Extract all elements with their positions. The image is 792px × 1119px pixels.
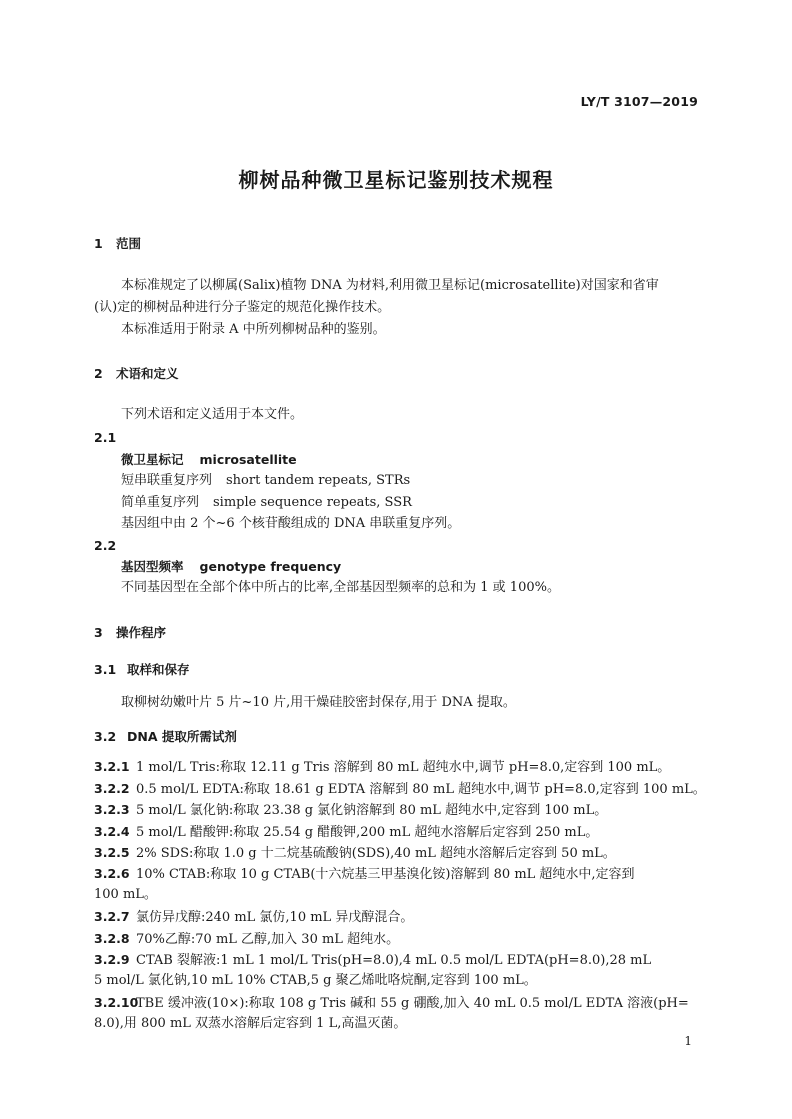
term-2-2-definition: 不同基因型在全部个体中所占的比率,全部基因型频率的总和为 1 或 100%。 bbox=[121, 580, 560, 595]
term-name-en: genotype frequency bbox=[199, 559, 342, 574]
reagent-3-2-4 bbox=[94, 822, 598, 843]
page-title: 柳树品种微卫星标记鉴别技术规程 bbox=[238, 168, 554, 192]
section-number: 1 bbox=[94, 236, 103, 251]
reagent-3-2-5 bbox=[94, 843, 616, 864]
section-2-heading bbox=[94, 364, 179, 385]
clause-number: 3.2.4 bbox=[94, 824, 130, 839]
clause-number: 3.2 bbox=[94, 729, 117, 744]
reagent-text: TBE 缓冲液(10×):称取 108 g Tris 碱和 55 g 硼酸,加入 40 mL 0.5 mol/L EDTA 溶液(pH= bbox=[136, 996, 689, 1011]
reagent-3-2-7 bbox=[94, 907, 413, 928]
reagent-text: 氯仿异戊醇:240 mL 氯仿,10 mL 异戊醇混合。 bbox=[136, 910, 414, 925]
section-1-heading bbox=[94, 234, 141, 255]
section-title: 范围 bbox=[116, 236, 142, 251]
term-name-en: microsatellite bbox=[199, 452, 297, 467]
clause-title: DNA 提取所需试剂 bbox=[127, 729, 237, 744]
reagent-3-2-8 bbox=[94, 929, 399, 950]
reagent-text: 2% SDS:称取 1.0 g 十二烷基硫酸钠(SDS),40 mL 超纯水溶解后定容到 50 mL。 bbox=[136, 846, 616, 861]
synonym-cn: 简单重复序列 bbox=[121, 495, 200, 510]
section-number: 2 bbox=[94, 366, 103, 381]
clause-number: 3.2.5 bbox=[94, 845, 130, 860]
clause-number: 2.1 bbox=[94, 430, 117, 445]
term-2-2-entry bbox=[121, 557, 341, 578]
clause-number: 3.2.6 bbox=[94, 866, 130, 881]
term-2-1-synonym-2 bbox=[121, 493, 412, 513]
term-2-1-number bbox=[94, 428, 116, 449]
reagent-text: CTAB 裂解液:1 mL 1 mol/L Tris(pH=8.0),4 mL 0.5 mol/L EDTA(pH=8.0),28 mL bbox=[136, 953, 652, 968]
reagent-text: 5 mol/L 氯化钠:称取 23.38 g 氯化钠溶解到 80 mL 超纯水中,定容到 100 mL。 bbox=[136, 803, 608, 818]
reagent-3-2-6-line1 bbox=[94, 864, 635, 885]
reagent-text: 1 mol/L Tris:称取 12.11 g Tris 溶解到 80 mL 超纯水中,调节 pH=8.0,定容到 100 mL。 bbox=[136, 760, 671, 775]
reagent-3-2-2 bbox=[94, 779, 706, 800]
reagent-3-2-6-line2: 100 mL。 bbox=[94, 887, 157, 902]
clause-3-1-heading bbox=[94, 660, 190, 681]
page-number: 1 bbox=[684, 1034, 692, 1048]
term-2-2-number bbox=[94, 536, 116, 557]
reagent-text: 70%乙醇:70 mL 乙醇,加入 30 mL 超纯水。 bbox=[136, 932, 400, 947]
clause-number: 3.2.2 bbox=[94, 781, 130, 796]
clause-number: 2.2 bbox=[94, 538, 117, 553]
scope-para1-line2: (认)定的柳树品种进行分子鉴定的规范化操作技术。 bbox=[94, 300, 391, 315]
scope-para2: 本标准适用于附录 A 中所列柳树品种的鉴别。 bbox=[121, 322, 386, 337]
synonym-cn: 短串联重复序列 bbox=[121, 473, 213, 488]
section-title: 操作程序 bbox=[116, 625, 167, 640]
reagent-3-2-1 bbox=[94, 757, 670, 778]
term-2-1-definition: 基因组中由 2 个~6 个核苷酸组成的 DNA 串联重复序列。 bbox=[121, 516, 461, 531]
terms-intro: 下列术语和定义适用于本文件。 bbox=[121, 407, 304, 422]
clause-number: 3.2.1 bbox=[94, 759, 130, 774]
reagent-text: 5 mol/L 醋酸钾:称取 25.54 g 醋酸钾,200 mL 超纯水溶解后定容到 250 mL。 bbox=[136, 825, 599, 840]
clause-number: 3.2.9 bbox=[94, 952, 130, 967]
term-name-cn: 基因型频率 bbox=[121, 559, 184, 574]
synonym-en: simple sequence repeats, SSR bbox=[213, 495, 412, 510]
term-name-cn: 微卫星标记 bbox=[121, 452, 184, 467]
sampling-text: 取柳树幼嫩叶片 5 片~10 片,用干燥硅胶密封保存,用于 DNA 提取。 bbox=[121, 695, 516, 710]
section-number: 3 bbox=[94, 625, 103, 640]
synonym-en: short tandem repeats, STRs bbox=[226, 473, 411, 488]
reagent-3-2-3 bbox=[94, 800, 607, 821]
clause-number: 3.2.3 bbox=[94, 802, 130, 817]
reagent-text: 10% CTAB:称取 10 g CTAB(十六烷基三甲基溴化铵)溶解到 80 mL 超纯水中,定容到 bbox=[136, 867, 635, 882]
term-2-1-synonym-1 bbox=[121, 471, 410, 491]
clause-number: 3.2.8 bbox=[94, 931, 130, 946]
reagent-3-2-9-line1 bbox=[94, 950, 651, 971]
term-2-1-entry bbox=[121, 450, 297, 471]
clause-3-2-heading bbox=[94, 727, 237, 748]
reagent-text: 0.5 mol/L EDTA:称取 18.61 g EDTA 溶解到 80 mL 超纯水中,调节 pH=8.0,定容到 100 mL。 bbox=[136, 782, 706, 797]
reagent-3-2-10-line1 bbox=[94, 993, 689, 1014]
clause-number: 3.2.10 bbox=[94, 995, 139, 1010]
clause-number: 3.1 bbox=[94, 662, 117, 677]
reagent-3-2-10-line2: 8.0),用 800 mL 双蒸水溶解后定容到 1 L,高温灭菌。 bbox=[94, 1016, 407, 1031]
standard-number: LY/T 3107—2019 bbox=[580, 94, 698, 109]
clause-number: 3.2.7 bbox=[94, 909, 130, 924]
scope-para1-line1: 本标准规定了以柳属(Salix)植物 DNA 为材料,利用微卫星标记(microsatellite)对国家和省审 bbox=[121, 278, 659, 293]
section-title: 术语和定义 bbox=[116, 366, 179, 381]
clause-title: 取样和保存 bbox=[127, 662, 190, 677]
section-3-heading bbox=[94, 623, 166, 644]
reagent-3-2-9-line2: 5 mol/L 氯化钠,10 mL 10% CTAB,5 g 聚乙烯吡咯烷酮,定容到 100 mL。 bbox=[94, 973, 537, 988]
